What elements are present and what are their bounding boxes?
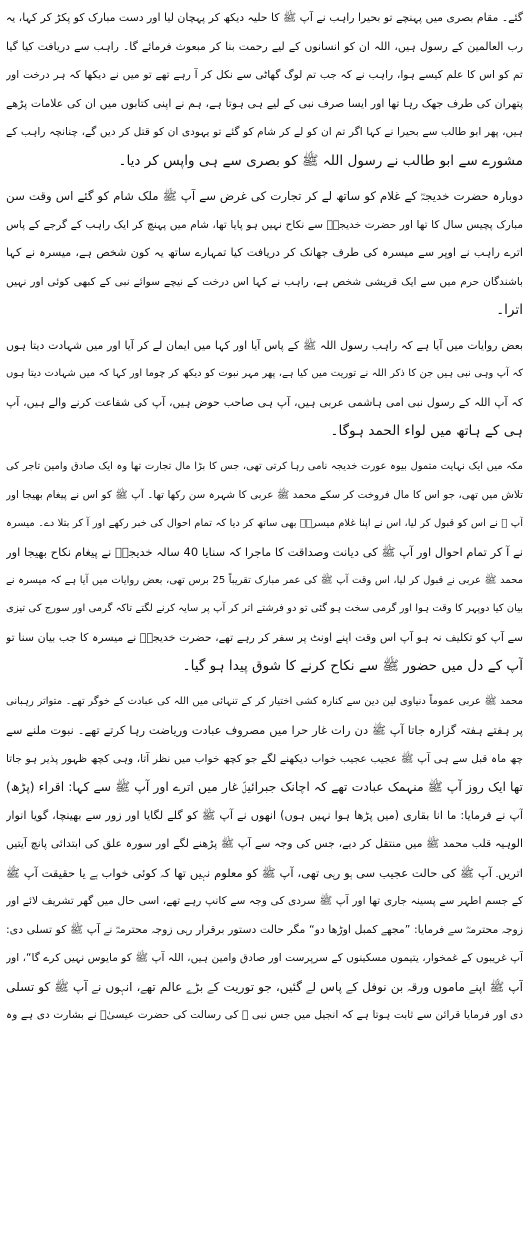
text-line: کہ آپ وہی نبی ہیں جن کا ذکر اللہ نے توریت میں کیا ہے، پھر مہر نبوت کو دیکھ کر چوما اور کہا کہ میں شہادت دیتا ہوں	[6, 368, 523, 379]
paragraph-first-revelation	[6, 688, 523, 1030]
text-line: تلاش میں تھی، جو اس کا مال فروخت کر سکے محمد ﷺ عربی کا شہرہ سن رکھا تھا۔ آپ ﷺ کو اس نے پیغام بھیجا اور	[6, 489, 523, 501]
text-line: چھ ماہ قبل سے ہی آپ ﷺ عجیب عجیب خواب دیکھنے لگے جو کچھ خواب میں نظر آتا، وہی کچھ ظہور پذیر ہو جاتا	[6, 752, 523, 765]
text-line: تم کو اس کا علم کیسے ہوا، راہب نے کہ جب تم لوگ گھاٹی سے نکل کر آ رہے تھے تو میں نے دیکھا کہ ہر درخت اور	[6, 69, 523, 81]
text-line: پر ہفتے ہفتہ گزارہ جاتا آپ ﷺ دن رات غار حرا میں مصروف عبادت وریاضت رہا کرتے تھے۔ نبوت ملنے سے	[6, 723, 523, 737]
text-line: اترے راہب نے اوپر سے میسرہ کی طرف جھانک کر دریافت کیا تمہارے ساتھ یہ کون شخص ہے، میسرہ نے کہا	[6, 246, 523, 259]
text-line: دی اور فرمایا قرائن سے ثابت ہوتا ہے کہ انجیل میں جس نبی ﷺ کی رسالت کی حضرت عیسیٰؑ نے بشارت دی ہے وہ	[6, 1009, 523, 1021]
text-line: باشندگان حرم میں سے ایک قریشی شخص ہے، راہب نے کہا اس درخت کے نیچے سوائے نبی کے کبھی کوئی اور نہیں	[6, 275, 523, 288]
paragraph-khadija-marriage	[6, 453, 523, 681]
text-line: رب العالمین کے رسول ہیں، اللہ ان کو انسانوں کے لیے رحمت بنا کر مبعوث فرمائے گا۔ راہب سے دریافت کیا گیا	[6, 39, 523, 53]
text-line: دوبارہ حضرت خدیجہؓ کے غلام کو ساتھ لے کر تجارت کی غرض سے آپ ﷺ ملک شام کو گئے اس وقت سن	[6, 189, 523, 203]
text-line: محمد ﷺ عربی عموماً دنیاوی لین دین سے کنارہ کشی اختیار کر کے تنہائی میں اللہ کی عبادت کے خوگر تھے۔ متواتر رہبانی	[6, 695, 523, 707]
text-line: آپ ﷺ نے اس کو قبول کر لیا، اس نے اپنا غلام میسرہؓ بھی ساتھ کر دیا کہ تمام احوال کی خبر رکھے اور آ کر بتلا دے۔ میسرہ	[6, 517, 523, 529]
text-line: آپ نے فرمایا: ما انا بقاری (میں پڑھا ہوا نہیں ہوں) انھوں نے آپ ﷺ کو گلے لگایا اور زور سے بھینچا، گویا انوار	[6, 808, 523, 822]
text-line: ہیں، پھر ابو طالب سے بحیرا نے کہا اگر تم ان کو لے کر شام کو گئے تو یہودی ان کو قتل کر دیں گے، چنانچہ راہب کے	[6, 126, 523, 138]
text-line: سے آپ کو تکلیف نہ ہو آپ اس وقت اپنے اونٹ پر سفر کر رہے تھے، حضرت خدیجہؓ نے میسرہ کا جب بیان سنا تو	[6, 630, 523, 644]
text-line: مکہ میں ایک نہایت متمول بیوہ عورت خدیجہ نامی رہا کرتی تھی، جس کا بڑا مال تجارت تھا وہ ایک صادق وامین تاجر کی	[6, 460, 523, 472]
text-line: بعض روایات میں آیا ہے کہ راہب رسول اللہ ﷺ کے پاس آیا اور کہا میں ایمان لے کر آیا اور میں شہادت دیتا ہوں	[6, 338, 523, 352]
text-line: مبارک پچیس سال کا تھا اور حضرت خدیجہؓ سے نکاح نہیں ہو پایا تھا، شام میں پہنچ کر ایک راہب کے گرجے کے پاس	[6, 218, 523, 231]
text-line: آپ کے دل میں حضور ﷺ سے نکاح کرنے کا شوق پیدا ہو گیا۔	[182, 658, 523, 674]
text-line: زوجہ محترمہؓ سے فرمایا: ”مجھے کمبل اوڑھا دو“ مگر حالت دستور برقرار رہی زوجہ محترمہؓ نے آپ ﷺ کو تسلی دی:	[6, 922, 523, 936]
text-line: اتریں۔ آپ ﷺ کی حالت عجیب سی ہو رہی تھی، آپ ﷺ کو معلوم نہیں تھا کہ کوئی خواب ہے یا حقیقت آپ ﷺ	[6, 865, 523, 880]
paragraph-bahira-monk	[6, 4, 523, 175]
paragraph-second-journey	[6, 182, 523, 325]
text-line: آپ غریبوں کے غمخوار، یتیموں مسکینوں کے سرپرست اور صادق وامین ہیں، اللہ آپ ﷺ کو مایوس نہیں کرے گا“، اور	[6, 952, 523, 964]
text-line: پتھران کی طرف جھک رہا تھا اور ایسا صرف نبی کے لیے ہی ہوتا ہے، ہم نے اپنی کتابوں میں ان کی علامات پڑھے	[6, 96, 523, 110]
text-line: نے آ کر تمام احوال اور آپ ﷺ کی دیانت وصداقت کا ماجرا کہ سنایا 40 سالہ خدیجہؓ نے پیغام نکاح بھیجا اور	[6, 545, 523, 559]
text-line: تھا ایک روز آپ ﷺ منہمک عبادت تھے کہ اچانک جبرائیلؑ غار میں اترے اور آپ ﷺ سے کہا: اقراء (پڑھ)	[6, 779, 523, 794]
text-line: ہی کے ہاتھ میں لواء الحمد ہوگا۔	[330, 423, 523, 439]
text-line: کے جسم اطہر سے پسینہ جاری تھا اور آپ ﷺ سردی کی وجہ سے کانپ رہے تھے، اسی حال میں گھر تشریف لائے اور	[6, 895, 523, 907]
text-line: محمد ﷺ عربی نے قبول کر لیا، اس وقت آپ ﷺ کی عمر مبارک تقریباً 25 برس تھی، بعض روایات میں آیا ہے کہ میسرہ نے	[6, 574, 523, 586]
text-line: گئے۔ مقام بصری میں پہنچے تو بحیرا راہب نے آپ ﷺ کا حلیہ دیکھ کر پہچان لیا اور دست مبارک کو پکڑ کر کہا، یہ	[6, 11, 523, 24]
text-line: کہ آپ اللہ کے رسول نبی امی ہاشمی عربی ہیں، آپ ہی صاحب حوض ہیں، آپ کی شفاعت کرنے والے ہیں، آپ	[6, 395, 523, 409]
text-line: الوہیہ قلب محمد ﷺ میں منتقل کر دیے، جس کی وجہ سے آپ ﷺ پڑھنے لگے اور سورہ علق کی ابتدائی پانچ آیتیں	[6, 837, 523, 850]
text-line: آپ ﷺ اپنے ماموں ورقہ بن نوفل کے پاس لے گئیں، جو توریت کے بڑے عالم تھے، انہوں نے آپ ﷺ کو تسلی	[6, 979, 523, 994]
paragraph-monk-testimony	[6, 332, 523, 446]
text-line: اترا۔	[496, 302, 523, 318]
text-line: مشورے سے ابو طالب نے رسول اللہ ﷺ کو بصری سے ہی واپس کر دیا۔	[118, 152, 523, 169]
text-line: بیان کیا دوپہر کا وقت ہوا اور گرمی سخت ہو گئی تو دو فرشتے اتر کر آپ پر سایہ کرنے لگتے تاکہ گرمی اور سورج کی تیزی	[6, 603, 523, 614]
